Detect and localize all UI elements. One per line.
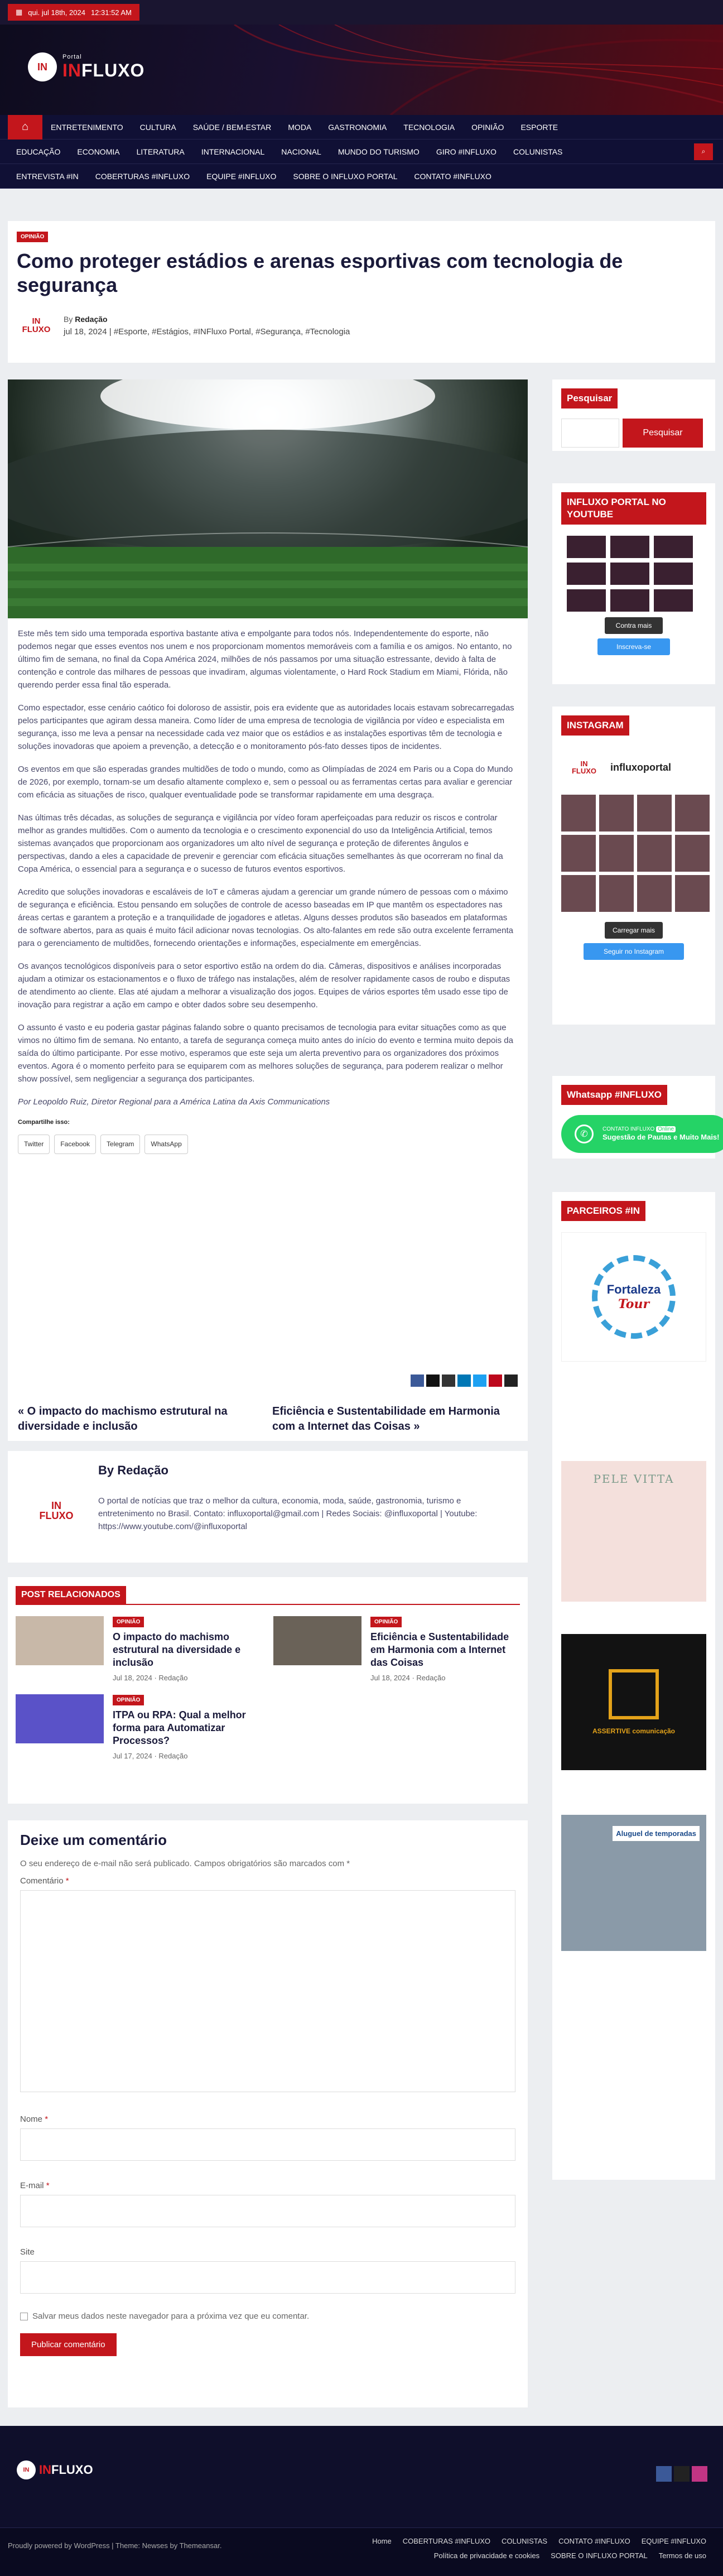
site-label: Site [20, 2247, 35, 2257]
paragraph: O assunto é vasto e eu poderia gastar páginas falando sobre o quanto precisamos de tecnologia para evitar situações como as que vimos no último fim de semana. No entanto, a tarefa de segurança começa muito antes do início do evento e termina muito depois da saída do último participante. Por esse motivo, esperamos que este seja um alerta preventivo para os organizadores dos próximos eventos. Agora é o momento perfeito para se equiparem com as melhores soluções de segurança, para poderem realizar o melhor show possível, sem negligenciar a segurança dos participantes. [18, 1023, 513, 1084]
nav-mundo-turismo[interactable]: MUNDO DO TURISMO [338, 147, 420, 156]
calendar-icon: ▦ [16, 8, 23, 16]
footer-social [656, 2466, 707, 2482]
instagram-username[interactable]: influxoportal [610, 761, 671, 773]
video-thumbnail[interactable] [567, 589, 606, 612]
nav-entrevista[interactable]: ENTREVISTA #IN [16, 171, 79, 181]
nav-moda[interactable]: MODA [288, 122, 312, 132]
nav-row-1 [0, 115, 723, 140]
related-item[interactable] [16, 1616, 262, 1682]
facebook-icon[interactable] [411, 1374, 424, 1387]
twitter-icon[interactable] [473, 1374, 486, 1387]
instagram-post[interactable] [675, 875, 710, 912]
instagram-post[interactable] [561, 835, 596, 872]
logo-name: INFLUXO [62, 60, 145, 80]
comment-form [8, 1820, 528, 2407]
nav-economia[interactable]: ECONOMIA [77, 147, 120, 156]
comment-note: O seu endereço de e-mail não será publicado. Campos obrigatórios são marcados com * [20, 1859, 350, 1868]
next-post-link[interactable]: Eficiência e Sustentabilidade em Harmonia com a Internet das Coisas » [272, 1405, 500, 1433]
partner-ad-assertive[interactable]: ASSERTIVE comunicação [561, 1634, 706, 1770]
author-signature: Por Leopoldo Ruiz, Diretor Regional para a América Latina da Axis Communications [18, 1097, 330, 1107]
paragraph: Este mês tem sido uma temporada esportiva bastante ativa e empolgante para todos nós. Independentemente do esporte, não podemos negar que esses eventos nos unem e nos proporcionam momentos memoráveis com a família e os amigos. No entanto, no último fim de semana, no final da Copa América 2024, milhões de nós passamos por uma situação estressante, devido à falta de contenção e controle das milhares de pessoas que invadiram, algumas violentamente, o Hard Rock Stadium em Miami, Flórida, não querendo perder essa final tão esperada. [18, 629, 512, 690]
pinterest-icon[interactable] [489, 1374, 502, 1387]
instagram-follow-button[interactable]: Seguir no Instagram [584, 943, 684, 960]
video-thumbnail[interactable] [567, 563, 606, 585]
author-bio [8, 1451, 528, 1563]
partner-ad-fortaleza[interactable]: Fortaleza Tour [561, 1232, 706, 1362]
instagram-post[interactable] [637, 795, 672, 832]
previous-post-link[interactable]: « O impacto do machismo estrutural na diversidade e inclusão [18, 1405, 228, 1433]
instagram-load-more-button[interactable]: Carregar mais [605, 922, 663, 939]
nav-contato[interactable]: CONTATO #INFLUXO [414, 171, 491, 181]
nav-row-2 [0, 140, 723, 164]
nav-opiniao[interactable]: OPINIÃO [471, 122, 504, 132]
youtube-subscribe-button[interactable]: Inscreva-se [597, 638, 670, 655]
author-name[interactable]: Redação [75, 314, 108, 324]
share-title: Compartilhe isso: [18, 1119, 70, 1126]
nav-literatura[interactable]: LITERATURA [136, 147, 185, 156]
nav-saude[interactable]: SAÚDE / BEM-ESTAR [192, 122, 272, 132]
related-category[interactable]: OPINIÃO [370, 1617, 402, 1627]
post-date[interactable]: jul 18, 2024 [64, 326, 107, 337]
related-title-link[interactable]: Eficiência e Sustentabilidade em Harmonia com a Internet das Coisas [370, 1631, 509, 1668]
stadium-illustration [8, 379, 528, 618]
search-input[interactable] [561, 419, 619, 448]
nav-giro[interactable]: GIRO #INFLUXO [436, 147, 497, 156]
post-navigation [8, 1395, 528, 1441]
nav-internacional[interactable]: INTERNACIONAL [201, 147, 265, 156]
email-field[interactable] [20, 2195, 515, 2227]
post-title: Como proteger estádios e arenas esportivas com tecnologia de segurança [17, 249, 623, 297]
save-data-checkbox[interactable]: Salvar meus dados neste navegador para a próxima vez que eu comentar. [20, 2311, 515, 2321]
search-toggle-icon[interactable]: ⌕ [694, 143, 713, 160]
paragraph: Como espectador, esse cenário caótico foi doloroso de assistir, pois era evidente que as autoridades locais estavam sobrecarregadas pelos participantes que agiram dessa maneira. Como líder de uma empresa de tecnologia de vigilância por vídeo e especialista em segurança, isso me leva a pensar na necessidade cada vez maior que os estádios e as instalações esportivas têm de tecnologia e soluções inovadoras que apoiem a prevenção, a detecção e o monitoramento pós-fato desses tipos de incidentes. [18, 703, 514, 751]
instagram-widget-title: INSTAGRAM [561, 715, 629, 736]
main-navigation [0, 115, 723, 189]
related-meta: Jul 18, 2024 · Redação [370, 1674, 446, 1682]
paragraph: Os avanços tecnológicos disponíveis para o setor esportivo estão na ordem do dia. Câmeras, dispositivos e análises incorporadas ajudam a otimizar os estacionamentos e o fluxo de tráfego nas instalações, além de resolver rapidamente casos de roubo e disputas de atendimento ao cliente. Elas até ajudam a melhorar a visualização dos jogos. Equipes de vários esportes têm usado esse tipo de inovação para registrar a ação em campo e obter dados sobre seu desempenho. [18, 962, 510, 1010]
footer-bottom [0, 2527, 723, 2576]
footer-link-termos[interactable]: Termos de uso [658, 2551, 706, 2560]
name-label: Nome * [20, 2114, 49, 2124]
related-title-link[interactable]: O impacto do machismo estrutural na diversidade e inclusão [113, 1631, 241, 1668]
footer-menu-1 [372, 2537, 706, 2545]
nav-colunistas[interactable]: COLUNISTAS [513, 147, 563, 156]
nav-equipe[interactable]: EQUIPE #INFLUXO [206, 171, 277, 181]
partners-widget-title: PARCEIROS #IN [561, 1201, 645, 1221]
paragraph: Nas últimas três décadas, as soluções de segurança e vigilância por vídeo foram aperfeiçoadas para reduzir os riscos e controlar melhor as grandes multidões. Com o aumento da tecnologia e o crescimento exponencial do uso da Inteligência Artificial, temos sistemas avançados que proporcionam aos organizadores um alto nível de segurança e proteção de diferentes ângulos e perspectivas, dando a eles a capacidade de prevenir e gerenciar com eficácia situações semelhantes às que ocorreram no final da Copa América, o essencial para a segurança e o sucesso de futuros eventos esportivos. [18, 813, 503, 874]
current-time: 12:31:52 AM [90, 8, 132, 17]
footer-link-sobre[interactable]: SOBRE O INFLUXO PORTAL [551, 2551, 648, 2560]
site-field[interactable] [20, 2261, 515, 2294]
footer-logo[interactable]: IN INFLUXO [17, 2460, 93, 2479]
social-share-icons [411, 1374, 518, 1387]
share-buttons [18, 1135, 518, 1154]
related-thumbnail[interactable] [16, 1694, 104, 1743]
related-title: POST RELACIONADOS [16, 1586, 126, 1604]
author-line: By Redação [64, 314, 108, 324]
video-thumbnail[interactable] [610, 589, 649, 612]
instagram-avatar[interactable]: IN FLUXO [571, 760, 597, 775]
article-card [8, 379, 528, 1415]
sidebar-youtube [552, 483, 715, 684]
sidebar-instagram [552, 707, 715, 1025]
nav-coberturas[interactable]: COBERTURAS #INFLUXO [95, 171, 190, 181]
related-thumbnail[interactable] [273, 1616, 362, 1665]
comment-label: Comentário * [20, 1876, 69, 1886]
email-label: E-mail * [20, 2181, 50, 2190]
header-banner [0, 25, 723, 115]
nav-cultura[interactable]: CULTURA [139, 122, 176, 132]
nav-sobre[interactable]: SOBRE O INFLUXO PORTAL [293, 171, 398, 181]
nav-educacao[interactable]: EDUCAÇÃO [16, 147, 61, 156]
logo-small-text: Portal [62, 53, 82, 60]
share-facebook-button[interactable]: Facebook [54, 1135, 96, 1154]
search-button[interactable]: Pesquisar [623, 419, 703, 448]
video-thumbnail[interactable] [610, 536, 649, 558]
footer-link-contato[interactable]: CONTATO #INFLUXO [558, 2537, 630, 2545]
top-bar [0, 0, 723, 25]
youtube-video-grid [567, 536, 706, 612]
x-icon[interactable] [426, 1374, 440, 1387]
instagram-post[interactable] [561, 875, 596, 912]
home-icon[interactable]: ⌂ [8, 115, 42, 140]
date-tags-line: jul 18, 2024 | #Esporte, #Estágios, #INFluxo Portal, #Segurança, #Tecnologia [64, 326, 350, 337]
bio-name[interactable]: By Redação [98, 1463, 168, 1477]
name-field[interactable] [20, 2128, 515, 2161]
partner-ad-pele-vitta[interactable]: PELE VITTA [561, 1461, 706, 1602]
category-badge[interactable]: OPINIÃO [17, 232, 48, 242]
whatsapp-widget-title: Whatsapp #INFLUXO [561, 1085, 667, 1105]
nav-row-3 [0, 164, 723, 189]
youtube-widget-title: INFLUXO PORTAL NO YOUTUBE [561, 492, 706, 525]
footer-link-equipe[interactable]: EQUIPE #INFLUXO [641, 2537, 706, 2545]
paragraph: Os eventos em que são esperadas grandes multidões de todo o mundo, como as Olimpíadas de 2024 em Paris ou a Copa do Mundo de 2026, por exemplo, tornam-se um desafio altamente complexo e, sem o pessoal ou as ferramentas certas para avaliar e gerenciar com eficácia as situações de risco, qualquer eventualidade pode se transformar rapidamente em uma desgraça. [18, 765, 513, 800]
nav-nacional[interactable]: NACIONAL [281, 147, 321, 156]
bio-text: O portal de notícias que traz o melhor da cultura, economia, moda, saúde, gastronomia, turismo e entretenimento no Brasil. Contato: influxoportal@gmail.com | Redes Sociais: @influxoportal | Youtube: https://www.youtube.com/@influxoportal [98, 1496, 478, 1531]
footer-link-colunistas[interactable]: COLUNISTAS [502, 2537, 548, 2545]
instagram-post[interactable] [561, 795, 596, 832]
print-icon[interactable] [504, 1374, 518, 1387]
footer-link-coberturas[interactable]: COBERTURAS #INFLUXO [402, 2537, 490, 2545]
video-thumbnail[interactable] [654, 563, 693, 585]
instagram-post[interactable] [675, 795, 710, 832]
footer-credit: Proudly powered by WordPress | Theme: Newses by Themeansar. [8, 2541, 222, 2550]
video-thumbnail[interactable] [610, 563, 649, 585]
article-body [8, 618, 528, 1163]
featured-image [8, 379, 528, 618]
nav-entretenimento[interactable]: ENTRETENIMENTO [51, 122, 123, 132]
instagram-post[interactable] [599, 795, 634, 832]
related-meta: Jul 18, 2024 · Redação [113, 1674, 188, 1682]
nav-gastronomia[interactable]: GASTRONOMIA [328, 122, 387, 132]
linkedin-icon[interactable] [457, 1374, 471, 1387]
related-item[interactable] [16, 1694, 262, 1760]
footer-link-home[interactable]: Home [372, 2537, 392, 2545]
sidebar-partners [552, 1192, 715, 2180]
paragraph: Acredito que soluções inovadoras e escaláveis de IoT e câmeras ajudam a gerenciar um grande número de pessoas com o máximo de segurança e eficiência. Estou pensando em soluções de controle de acesso baseadas em IP que mantêm os espectadores nas áreas certas e garantem a proteção e a tranquilidade de jogadores e atletas. Alguns desses produtos são baseados em plataformas de software abertos, para as quais é muito fácil adicionar novas tecnologias. Os alto-falantes em rede são outra excelente ferramenta para o gerenciamento de multidões, fornecendo orientações e informações, especialmente em emergências. [18, 887, 513, 948]
instagram-post[interactable] [637, 875, 672, 912]
post-meta [17, 306, 706, 345]
related-posts [8, 1577, 528, 1804]
partner-ad-aluguel[interactable]: Aluguel de temporadas [561, 1815, 706, 1951]
footer-link-privacidade[interactable]: Política de privacidade e cookies [433, 2551, 540, 2560]
bio-avatar[interactable]: IN FLUXO [39, 1500, 74, 1521]
x-icon[interactable] [674, 2466, 690, 2482]
whatsapp-icon: ✆ [575, 1124, 594, 1143]
related-meta: Jul 17, 2024 · Redação [113, 1752, 188, 1760]
instagram-icon[interactable] [692, 2466, 707, 2482]
sidebar-search [552, 379, 715, 451]
instagram-post[interactable] [599, 835, 634, 872]
related-item[interactable] [273, 1616, 520, 1682]
nav-esporte[interactable]: ESPORTE [520, 122, 558, 132]
related-category[interactable]: OPINIÃO [113, 1695, 144, 1705]
video-thumbnail[interactable] [654, 589, 693, 612]
logo-mark: IN [28, 52, 57, 81]
instagram-post[interactable] [599, 875, 634, 912]
email-icon[interactable] [442, 1374, 455, 1387]
comment-textarea[interactable] [20, 1890, 515, 2092]
site-logo[interactable] [28, 52, 144, 81]
instagram-grid [561, 795, 706, 912]
post-tags[interactable]: #Esporte, #Estágios, #INFluxo Portal, #Segurança, #Tecnologia [113, 326, 350, 337]
author-avatar[interactable]: IN FLUXO [22, 316, 51, 335]
search-widget-title: Pesquisar [561, 388, 618, 408]
date-badge [8, 4, 139, 21]
related-category[interactable]: OPINIÃO [113, 1617, 144, 1627]
submit-comment-button[interactable]: Publicar comentário [20, 2333, 117, 2356]
site-footer [0, 2426, 723, 2576]
share-telegram-button[interactable]: Telegram [100, 1135, 140, 1154]
current-date: qui. jul 18th, 2024 [28, 8, 85, 17]
share-whatsapp-button[interactable]: WhatsApp [144, 1135, 187, 1154]
sidebar-whatsapp [552, 1076, 720, 1159]
comment-title: Deixe um comentário [20, 1832, 167, 1848]
instagram-post[interactable] [675, 835, 710, 872]
whatsapp-contact-button[interactable]: ✆ CONTATO INFLUXO Online Sugestão de Pautas e Muito Mais! [561, 1115, 723, 1153]
youtube-more-button[interactable]: Contra mais [605, 617, 663, 634]
related-title-link[interactable]: ITPA ou RPA: Qual a melhor forma para Automatizar Processos? [113, 1709, 246, 1746]
nav-tecnologia[interactable]: TECNOLOGIA [403, 122, 455, 132]
share-twitter-button[interactable]: Twitter [18, 1135, 50, 1154]
footer-menu-2 [434, 2551, 706, 2560]
facebook-icon[interactable] [656, 2466, 672, 2482]
post-header [8, 221, 715, 363]
video-thumbnail[interactable] [567, 536, 606, 558]
instagram-post[interactable] [637, 835, 672, 872]
video-thumbnail[interactable] [654, 536, 693, 558]
related-thumbnail[interactable] [16, 1616, 104, 1665]
